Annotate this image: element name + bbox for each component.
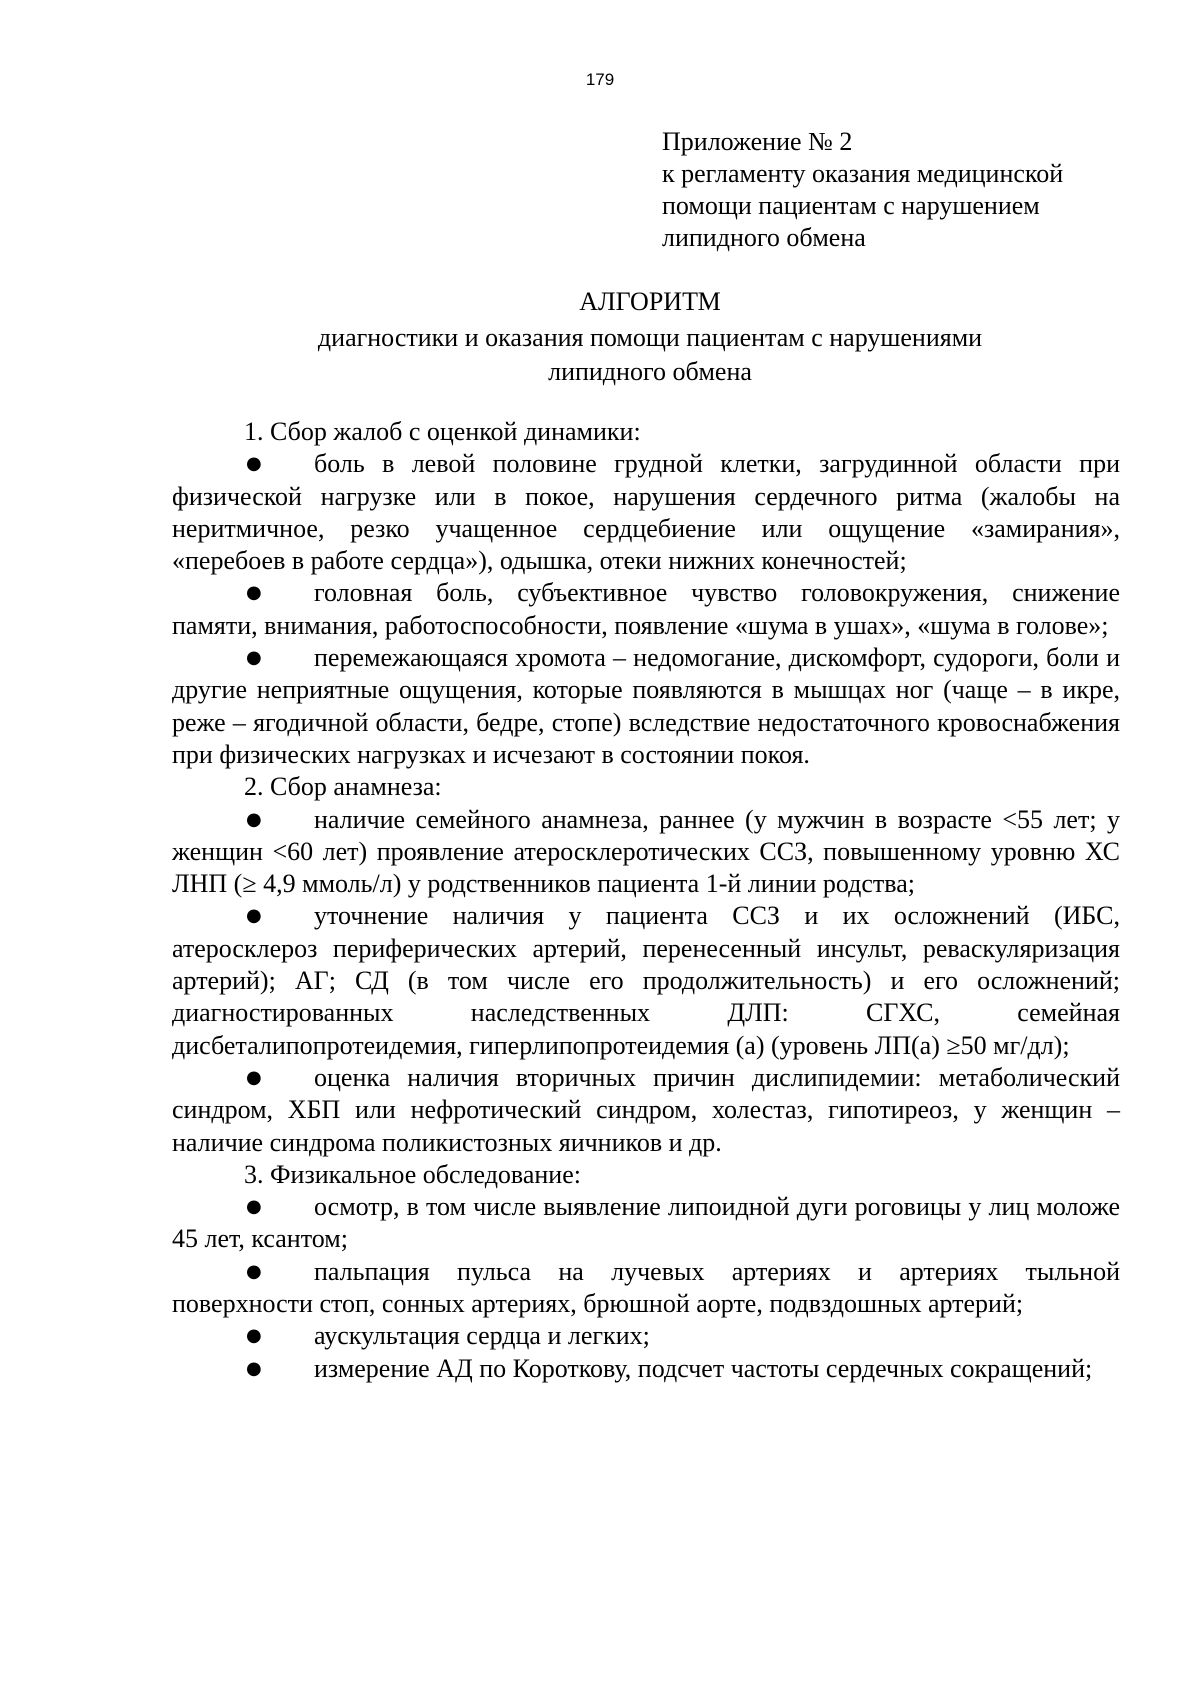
appendix-line: помощи пациентам с нарушением (662, 191, 1040, 220)
bullet-icon: ● (246, 1066, 262, 1088)
list-item-text: аускультация сердца и легких; (314, 1321, 650, 1351)
title-main: АЛГОРИТМ (579, 287, 721, 316)
list-item-text: головная боль, субъективное чувство головокружения, снижение памяти, внимания, работоспособности, появление «шума в ушах», «шума в голове»; (172, 578, 1120, 640)
list-item (172, 1256, 1120, 1321)
list-item (172, 448, 1120, 577)
bullet-icon: ● (246, 453, 262, 475)
list-item-text: оценка наличия вторичных причин дислипидемии: метаболический синдром, ХБП или нефротический синдром, холестаз, гипотиреоз, у женщин – наличие синдрома поликистозных яичников и др. (172, 1062, 1120, 1157)
section-heading: 3. Физикальное обследование: (244, 1159, 581, 1189)
title-subtitle: диагностики и оказания помощи пациентам с нарушениями липидного обмена (317, 323, 983, 386)
list-item (172, 577, 1120, 642)
page-number: 179 (585, 70, 615, 89)
list-item-text: боль в левой половине грудной клетки, загрудинной области при физической нагрузке или в покое, нарушения сердечного ритма (жалобы на неритмичное, резко учащенное сердцебиение или ощущение «замирания», «перебоев в работе сердца»), одышка, отеки нижних конечностей; (172, 449, 1120, 576)
list-item-text: перемежающаяся хромота – недомогание, дискомфорт, судороги, боли и другие неприятные ощущения, которые появляются в мышцах ног (чаще – в икре, реже – ягодичной области, бедре, стопе) вследствие недостаточного кровоснабжения при физических нагрузках и исчезают в состоянии покоя. (172, 643, 1120, 769)
bullet-icon: ● (246, 808, 262, 830)
list-item-text: наличие семейного анамнеза, раннее (у мужчин в возрасте <55 лет; у женщин <60 лет) проявление атеросклеротических ССЗ, повышенному уровню ХС ЛНП (≥ 4,9 ммоль/л) у родственников пациента 1-й линии родства; (172, 804, 1120, 899)
bullet-icon: ● (246, 905, 262, 927)
bullet-icon: ● (246, 1325, 262, 1347)
section-heading: 1. Сбор жалоб с оценкой динамики: (244, 417, 641, 446)
bullet-icon: ● (246, 1260, 262, 1282)
list-item (172, 1320, 1120, 1352)
bullet-icon: ● (246, 1196, 262, 1218)
list-item (172, 804, 1120, 901)
appendix-line: к регламенту оказания медицинской (662, 159, 1064, 188)
list-item (172, 642, 1120, 771)
document-body (172, 416, 1120, 1385)
document-title (170, 285, 1130, 389)
list-item (172, 1062, 1120, 1159)
appendix-line: липидного обмена (662, 223, 866, 252)
list-item-text: пальпация пульса на лучевых артериях и артериях тыльной поверхности стоп, сонных артериях, брюшной аорте, подвздошных артерий; (172, 1256, 1120, 1319)
list-item (172, 1353, 1120, 1385)
bullet-icon: ● (246, 1357, 262, 1379)
bullet-icon: ● (246, 647, 262, 669)
list-item-text: осмотр, в том числе выявление липоидной дуги роговицы у лиц моложе 45 лет, ксантом; (172, 1192, 1120, 1254)
appendix-header (662, 126, 1182, 254)
list-item (172, 1191, 1120, 1256)
appendix-line: Приложение № 2 (662, 127, 853, 156)
list-item-text: уточнение наличия у пациента ССЗ и их осложнений (ИБС, атеросклероз периферических артерий, перенесенный инсульт, реваскуляризация артерий); АГ; СД (в том числе его продолжительность) и его осложнений; диагностированных наследственных ДЛП: СГХС, семейная дисбеталипопротеидемия, гиперлипопротеидемия (а) (уровень ЛП(а) ≥50 мг/дл); (172, 901, 1120, 1060)
list-item-text: измерение АД по Короткову, подсчет частоты сердечных сокращений; (314, 1353, 1093, 1383)
bullet-icon: ● (246, 582, 262, 604)
list-item (172, 900, 1120, 1061)
section-heading: 2. Сбор анамнеза: (244, 772, 442, 802)
